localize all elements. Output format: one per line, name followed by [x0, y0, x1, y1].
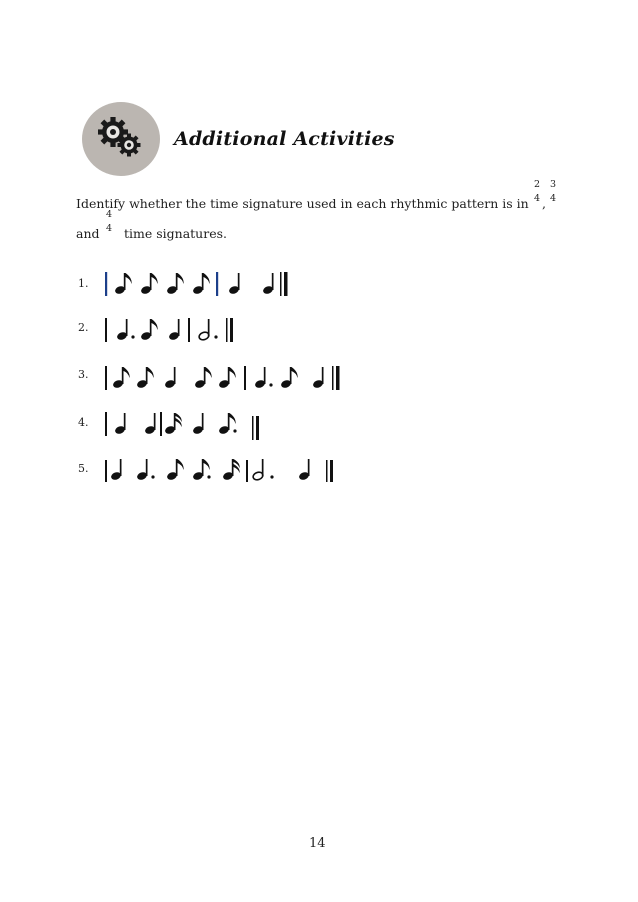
time-signature-top: 4 — [105, 209, 113, 220]
eighth-note — [218, 367, 236, 389]
rhythm-pattern — [100, 266, 296, 302]
rhythm-pattern — [100, 406, 268, 442]
instruction-and: and — [76, 226, 100, 241]
dotted-eighth-note — [192, 459, 211, 481]
dotted-quarter-note — [116, 319, 135, 341]
quarter-note — [110, 459, 122, 481]
sixteenth-note — [164, 413, 182, 435]
time-signature-bottom: 4 — [533, 193, 541, 204]
item-number: 3. — [78, 368, 89, 381]
instruction-text-end: time signatures. — [124, 226, 227, 241]
quarter-note — [228, 273, 240, 295]
instruction-text: Identify whether the time signature used in each rhythmic pattern is in — [76, 196, 529, 211]
eighth-note — [192, 273, 210, 295]
quarter-note — [144, 413, 156, 435]
eighth-note — [136, 367, 154, 389]
rhythm-pattern — [100, 452, 340, 488]
gears-icon — [82, 102, 160, 176]
time-signature-bottom: 4 — [105, 223, 113, 234]
eighth-note — [194, 367, 212, 389]
quarter-note — [168, 319, 180, 341]
item-number: 4. — [78, 416, 89, 429]
eighth-note — [280, 367, 298, 389]
item-number: 2. — [78, 321, 89, 334]
sixteenth-note — [222, 459, 240, 481]
dotted-eighth-note — [218, 413, 237, 435]
rhythm-pattern — [100, 312, 240, 348]
dotted-quarter-note — [136, 459, 155, 481]
dotted-quarter-note — [254, 367, 273, 389]
section-title: Additional Activities — [174, 128, 395, 150]
quarter-note — [164, 367, 176, 389]
eighth-note — [140, 273, 158, 295]
eighth-note — [114, 273, 132, 295]
dotted-half-note — [252, 459, 274, 481]
quarter-note — [192, 413, 204, 435]
item-number: 5. — [78, 462, 89, 475]
eighth-note — [166, 459, 184, 481]
eighth-note — [112, 367, 130, 389]
quarter-note — [312, 367, 324, 389]
quarter-note — [262, 273, 274, 295]
quarter-note — [298, 459, 310, 481]
time-signature-bottom: 4 — [549, 193, 557, 204]
dotted-half-note — [198, 319, 218, 341]
rhythm-pattern — [100, 360, 348, 396]
instruction-comma: , — [542, 196, 546, 211]
time-signature-top: 2 — [533, 179, 541, 190]
page-number: 14 — [309, 836, 326, 851]
eighth-note — [166, 273, 184, 295]
quarter-note — [114, 413, 126, 435]
gears-badge — [82, 102, 160, 176]
item-number: 1. — [78, 277, 89, 290]
time-signature-top: 3 — [549, 179, 557, 190]
eighth-note — [140, 319, 158, 341]
